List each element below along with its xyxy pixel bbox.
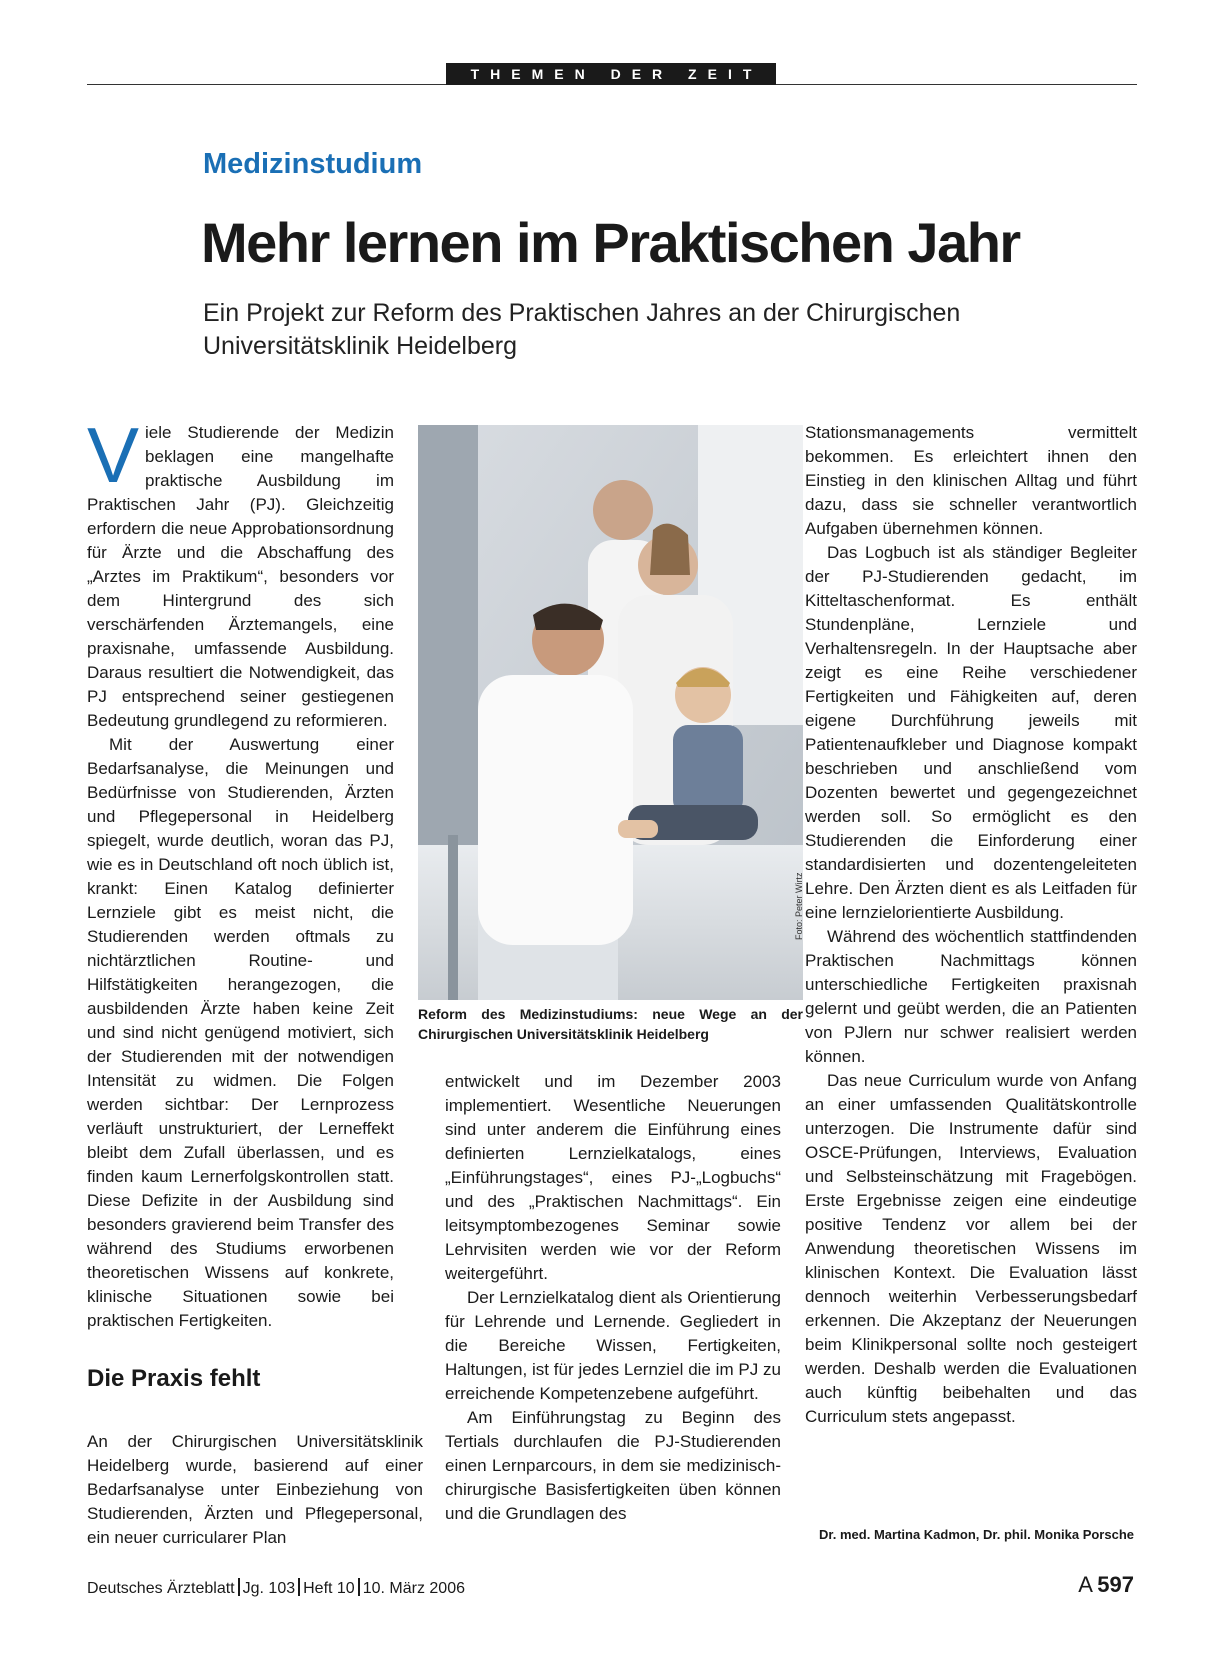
paragraph (87, 411, 394, 733)
section-tag: THEMEN DER ZEIT (446, 63, 776, 85)
paragraph: Der Lernzielkatalog dient als Orientierung für Lehrende und Lernende. Gegliedert in die Bereiche Wissen, Fertigkeiten, Haltungen, ist für jedes Lernziel die im PJ zu erreichende Kompetenzebene aufgeführt. (445, 1288, 781, 1403)
journal-date: 10. März 2006 (362, 1580, 465, 1597)
deck-line-1: Ein Projekt zur Reform des Praktischen Jahres an der Chirurgischen (203, 299, 961, 327)
page-number-value: 597 (1097, 1572, 1134, 1597)
column-3 (805, 421, 1137, 1429)
paragraph: Stationsmanagements vermittelt bekommen. Es erleichtert ihnen den Einstieg in den klinischen Alltag und führt dazu, dass sie schneller verantwortlich Aufgaben übernehmen können. (805, 423, 1137, 538)
paragraph: An der Chirurgischen Universitätsklinik Heidelberg wurde, basierend auf einer Bedarfsanalyse unter Einbeziehung von Studierenden, Ärzten und Pflegepersonal, ein neuer curricularer Plan (87, 1432, 423, 1547)
article-authors: Dr. med. Martina Kadmon, Dr. phil. Monika Porsche (819, 1527, 1134, 1542)
page-number (1078, 1572, 1134, 1598)
drop-cap: V (87, 411, 140, 499)
journal-name: Deutsches Ärzteblatt (87, 1580, 235, 1597)
subheading: Die Praxis fehlt (87, 1365, 261, 1392)
paragraph-text: iele Studierende der Medizin beklagen eine mangelhafte praktische Ausbildung im Praktischen Jahr (PJ). Gleichzeitig erfordern die neue Approbationsordnung für Ärzte und die Abschaffung des „Arztes im Praktikum“, besonders vor dem Hintergrund des sich verschärfenden Ärztemangels, eine praxisnahe, umfassende Ausbildung. Daraus resultiert die Notwendigkeit, das PJ entsprechend seiner gestiegenen Bedeutung grundlegend zu reformieren. (87, 423, 394, 730)
article-title: Mehr lernen im Praktischen Jahr (201, 211, 1020, 274)
footer-separator (238, 1578, 240, 1596)
article-photo (418, 425, 803, 1000)
photo-illustration (418, 425, 803, 1000)
footer-separator (358, 1578, 360, 1596)
paragraph: entwickelt und im Dezember 2003 implementiert. Wesentliche Neuerungen sind unter anderem die Einführung eines definierten Lernzielkatalogs, eines „Einführungstages“, eines PJ-„Logbuchs“ und des „Praktischen Nachmittags“. Ein leitsymptombezogenes Seminar sowie Lehrvisiten werden wie vor der Reform weitergeführt. (445, 1072, 781, 1283)
page-footer (87, 1578, 465, 1598)
column-2 (445, 1070, 781, 1526)
paragraph: Während des wöchentlich stattfindenden Praktischen Nachmittags können unterschiedliche Fertigkeiten praxisnah gelernt und geübt werden, die an Patienten von PJlern nur schwer realisiert werden können. (805, 927, 1137, 1066)
column-1-top (87, 411, 394, 1333)
journal-volume: Jg. 103 (242, 1580, 296, 1597)
column-1-bottom (87, 1430, 423, 1550)
article-kicker: Medizinstudium (203, 148, 423, 180)
paragraph: Mit der Auswertung einer Bedarfsanalyse, die Meinungen und Bedürfnisse von Studierenden, Ärzten und Pflegepersonal in Heidelberg spiegelt, wurde deutlich, woran das PJ, wie es in Deutschland oft noch üblich ist, krankt: Einen Katalog definierter Lernziele gibt es meist nicht, die Studierenden werden oftmals zu nichtärztlichen Routine- und Hilfstätigkeiten herangezogen, die ausbildenden Ärzte haben keine Zeit und sind nicht genügend motiviert, sich der Studierenden mit der notwendigen Intensität zu widmen. Die Folgen werden sichtbar: Der Lernprozess verläuft unstrukturiert, der Lerneffekt bleibt dem Zufall überlassen, und es finden kaum Lernerfolgskontrollen statt. Diese Defizite in der Ausbildung sind besonders gravierend beim Transfer des während des Studiums erworbenen theoretischen Wissens auf konkrete, klinische Situationen sowie bei praktischen Fertigkeiten. (87, 735, 394, 1330)
footer-separator (298, 1578, 300, 1596)
article-deck (203, 297, 1023, 363)
journal-issue: Heft 10 (303, 1580, 355, 1597)
photo-credit: Foto: Peter Wirtz (794, 872, 804, 940)
paragraph: Am Einführungstag zu Beginn des Tertials durchlaufen die PJ-Studierenden einen Lernparcours, in dem sie medizinisch-chirurgische Basisfertigkeiten üben können und die Grundlagen des (445, 1408, 781, 1523)
page-prefix: A (1078, 1572, 1093, 1597)
paragraph: Das neue Curriculum wurde von Anfang an einer umfassenden Qualitätskontrolle unterzogen. Die Instrumente dafür sind OSCE-Prüfungen, Interviews, Evaluation und Selbsteinschätzung mit Fragebögen. Erste Ergebnisse zeigen eine eindeutige positive Tendenz vor allem bei der Anwendung theoretischen Wissens im klinischen Kontext. Die Evaluation lässt dennoch weiterhin Verbesserungsbedarf erkennen. Die Akzeptanz der Neuerungen beim Klinikpersonal sollte noch gesteigert werden. Deshalb werden die Evaluationen auch künftig beibehalten und das Curriculum stets angepasst. (805, 1071, 1137, 1426)
paragraph: Das Logbuch ist als ständiger Begleiter der PJ-Studierenden gedacht, im Kitteltaschenformat. Es enthält Stundenpläne, Lernziele und Verhaltensregeln. In der Hauptsache aber zeigt es eine Reihe verschiedener Fertigkeiten und Fähigkeiten auf, deren eigene Durchführung jeweils mit Patientenaufkleber und Diagnose kompakt beschrieben und anschließend vom Dozenten bewertet und gegengezeichnet werden soll. So ermöglicht es den Studierenden die Einforderung einer standardisierten und dozentengeleiteten Lehre. Den Ärzten dient es als Leitfaden für eine lernzielorientierte Ausbildung. (805, 543, 1137, 922)
photo-caption: Reform des Medizinstudiums: neue Wege an der Chirurgischen Universitätsklinik Heidelberg (418, 1006, 803, 1042)
deck-line-2: Universitätsklinik Heidelberg (203, 332, 518, 360)
